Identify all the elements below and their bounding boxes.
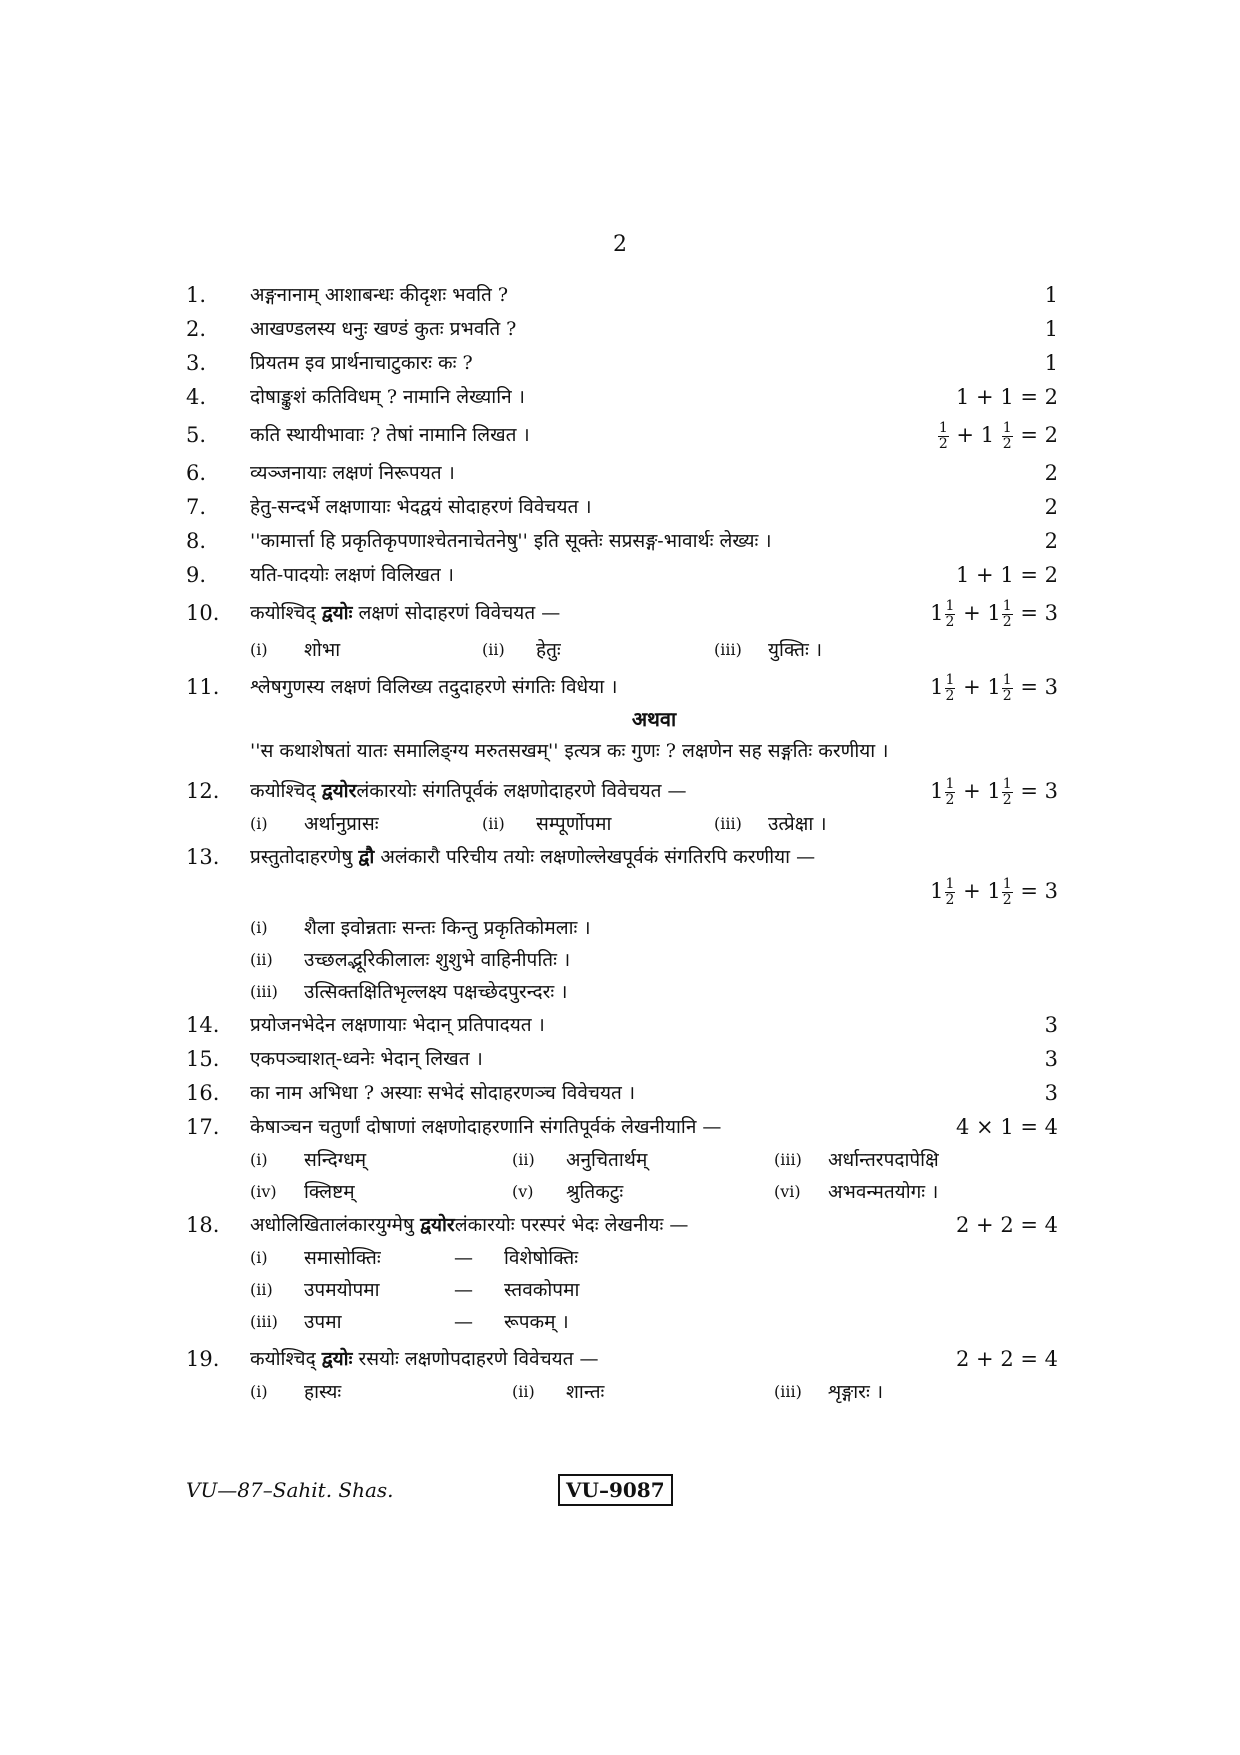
question-marks: 3	[1044, 1013, 1058, 1037]
question-text: कयोश्चिद् द्वयोरलंकारयोः संगतिपूर्वकं लक्षणोदाहरणे विवेचयत —	[250, 780, 687, 802]
option: (iii) युक्तिः ।	[714, 639, 823, 661]
options-row	[250, 808, 1058, 840]
question-number: 10.	[186, 601, 220, 625]
question-text: दोषाङ्कुशं कतिविधम् ? नामानि लेख्यानि ।	[250, 386, 525, 408]
question-17	[186, 1110, 1058, 1144]
half-fraction: $\frac{1}{2}$	[945, 672, 955, 704]
question-text: अधोलिखितालंकारयुग्मेषु द्वयोरलंकारयोः परस्परं भेदः लेखनीयः —	[250, 1214, 689, 1236]
question-number: 16.	[186, 1081, 220, 1105]
option: (iv) क्लिष्टम्	[250, 1181, 355, 1203]
option: (ii) सम्पूर्णोपमा	[482, 813, 612, 835]
question-text: प्रियतम इव प्रार्थनाचाटुकारः कः ?	[250, 352, 473, 374]
question-number: 19.	[186, 1347, 220, 1371]
question-text: कति स्थायीभावाः ? तेषां नामानि लिखत ।	[250, 424, 530, 446]
question-4	[186, 380, 1058, 414]
option: (i) अर्थानुप्रासः	[250, 813, 379, 835]
half-fraction: $\frac{1}{2}$	[1002, 776, 1012, 808]
question-list	[186, 278, 1058, 1408]
half-fraction: $\frac{1}{2}$	[945, 598, 955, 630]
question-text: हेतु-सन्दर्भे लक्षणायाः भेदद्वयं सोदाहरणं विवेचयत ।	[250, 496, 592, 518]
half-fraction: $\frac{1}{2}$	[945, 776, 955, 808]
question-marks: 1 $\frac{1}{2}$ + 1 $\frac{1}{2}$ = 3	[930, 876, 1058, 908]
options-row	[250, 1376, 1058, 1408]
or-question-text: ''स कथाशेषतां यातः समालिङ्ग्य मरुतसखम्'' इत्यत्र कः गुणः ? लक्षणेन सह सङ्गतिः करणीया ।	[250, 740, 889, 762]
question-text: प्रस्तुतोदाहरणेषु द्वौ अलंकारौ परिचीय तयोः लक्षणोल्लेखपूर्वकं संगतिरपि करणीया —	[250, 846, 816, 868]
question-number: 9.	[186, 563, 207, 587]
question-marks: 1	[1044, 283, 1058, 307]
question-text: श्लेषगुणस्य लक्षणं विलिख्य तदुदाहरणे संगतिः विधेया ।	[250, 676, 618, 698]
question-marks: 3	[1044, 1047, 1058, 1071]
question-number: 3.	[186, 351, 207, 375]
question-text: आखण्डलस्य धनुः खण्डं कुतः प्रभवति ?	[250, 318, 517, 340]
question-7	[186, 490, 1058, 524]
question-13	[186, 840, 1058, 874]
half-fraction: $\frac{1}{2}$	[1002, 420, 1012, 452]
question-marks: 1	[1044, 317, 1058, 341]
question-marks: 2 + 2 = 4	[956, 1213, 1058, 1237]
question-number: 7.	[186, 495, 207, 519]
example-line: (ii) उच्छलद्भूरिकीलालः शुशुभे वाहिनीपतिः ।	[250, 949, 571, 971]
question-text: केषाञ्चन चतुर्णां दोषाणां लक्षणोदाहरणानि संगतिपूर्वकं लेखनीयानि —	[250, 1116, 722, 1138]
question-marks: 2	[1044, 529, 1058, 553]
example-line: (iii) उत्सिक्तक्षितिभृल्लक्ष्य पक्षच्छेदपुरन्दरः ।	[250, 981, 568, 1003]
question-text: एकपञ्चाशत्-ध्वनेः भेदान् लिखत ।	[250, 1048, 483, 1070]
question-marks: 4 × 1 = 4	[956, 1115, 1058, 1139]
question-marks: $\frac{1}{2}$ + 1 $\frac{1}{2}$ = 2	[938, 420, 1058, 452]
question-marks: 1 + 1 = 2	[956, 563, 1058, 587]
question-3	[186, 346, 1058, 380]
half-fraction: $\frac{1}{2}$	[1002, 672, 1012, 704]
options-row	[250, 1176, 1058, 1208]
question-number: 6.	[186, 461, 207, 485]
footer-paper-title: VU—87–Sahit. Shas.	[186, 1478, 394, 1502]
question-marks: 1 $\frac{1}{2}$ + 1 $\frac{1}{2}$ = 3	[930, 598, 1058, 630]
options-row	[250, 1144, 1058, 1176]
example-line: (i) शैला इवोन्नताः सन्तः किन्तु प्रकृतिकोमलाः ।	[250, 917, 591, 939]
question-text: व्यञ्जनायाः लक्षणं निरूपयत ।	[250, 462, 455, 484]
question-marks: 2	[1044, 461, 1058, 485]
option: (v) श्रुतिकटुः	[512, 1181, 624, 1203]
option: (vi) अभवन्मतयोगः ।	[774, 1181, 939, 1203]
question-19	[186, 1342, 1058, 1376]
option: (i) शोभा	[250, 639, 341, 661]
question-number: 13.	[186, 845, 220, 869]
question-marks: 2 + 2 = 4	[956, 1347, 1058, 1371]
question-number: 4.	[186, 385, 207, 409]
or-heading: अथवा	[631, 707, 677, 731]
half-fraction: $\frac{1}{2}$	[945, 876, 955, 908]
footer-paper-code: VU–9087	[558, 1474, 673, 1506]
question-10	[186, 596, 1058, 630]
question-number: 11.	[186, 675, 220, 699]
question-marks: 1	[1044, 351, 1058, 375]
question-12	[186, 774, 1058, 808]
question-text: ''कामार्त्ता हि प्रकृतिकृपणाश्चेतनाचेतनेषु'' इति सूक्तेः सप्रसङ्ग-भावार्थः लेख्यः ।	[250, 530, 772, 552]
question-1	[186, 278, 1058, 312]
option: (i) सन्दिग्धम्	[250, 1149, 367, 1171]
half-fraction: $\frac{1}{2}$	[938, 420, 948, 452]
question-number: 18.	[186, 1213, 220, 1237]
alankara-pair: (ii) उपमयोपमा — स्तवकोपमा	[250, 1279, 580, 1301]
option: (iii) अर्धान्तरपदापेक्षि	[774, 1149, 939, 1171]
options-row	[250, 634, 1058, 666]
question-11	[186, 670, 1058, 704]
question-text: का नाम अभिधा ? अस्याः सभेदं सोदाहरणञ्च विवेचयत ।	[250, 1082, 636, 1104]
question-8	[186, 524, 1058, 558]
question-14	[186, 1008, 1058, 1042]
question-number: 14.	[186, 1013, 220, 1037]
question-15	[186, 1042, 1058, 1076]
question-text: कयोश्चिद् द्वयोः लक्षणं सोदाहरणं विवेचयत —	[250, 602, 561, 624]
question-18	[186, 1208, 1058, 1242]
option: (ii) शान्तः	[512, 1381, 605, 1403]
option: (ii) अनुचितार्थम्	[512, 1149, 648, 1171]
question-text: प्रयोजनभेदेन लक्षणायाः भेदान् प्रतिपादयत ।	[250, 1014, 545, 1036]
question-text: यति-पादयोः लक्षणं विलिखत ।	[250, 564, 454, 586]
question-16	[186, 1076, 1058, 1110]
half-fraction: $\frac{1}{2}$	[1002, 598, 1012, 630]
question-marks: 1 $\frac{1}{2}$ + 1 $\frac{1}{2}$ = 3	[930, 776, 1058, 808]
option: (iii) उत्प्रेक्षा ।	[714, 813, 827, 835]
question-marks: 1 + 1 = 2	[956, 385, 1058, 409]
alankara-pair: (i) समासोक्तिः — विशेषोक्तिः	[250, 1247, 579, 1269]
question-number: 5.	[186, 423, 207, 447]
question-9	[186, 558, 1058, 592]
question-6	[186, 456, 1058, 490]
question-marks: 1 $\frac{1}{2}$ + 1 $\frac{1}{2}$ = 3	[930, 672, 1058, 704]
question-number: 12.	[186, 779, 220, 803]
question-text: कयोश्चिद् द्वयोः रसयोः लक्षणोपदाहरणे विवेचयत —	[250, 1348, 599, 1370]
question-number: 2.	[186, 317, 207, 341]
question-number: 1.	[186, 283, 207, 307]
question-marks: 2	[1044, 495, 1058, 519]
page-number: 2	[613, 232, 627, 257]
option: (i) हास्यः	[250, 1381, 342, 1403]
question-number: 15.	[186, 1047, 220, 1071]
alankara-pair: (iii) उपमा — रूपकम् ।	[250, 1311, 569, 1333]
question-2	[186, 312, 1058, 346]
option: (ii) हेतुः	[482, 639, 561, 661]
question-marks: 3	[1044, 1081, 1058, 1105]
half-fraction: $\frac{1}{2}$	[1002, 876, 1012, 908]
question-number: 8.	[186, 529, 207, 553]
question-5	[186, 418, 1058, 452]
question-number: 17.	[186, 1115, 220, 1139]
question-text: अङ्गनानाम् आशाबन्धः कीदृशः भवति ?	[250, 284, 509, 306]
option: (iii) शृङ्गारः ।	[774, 1381, 884, 1403]
